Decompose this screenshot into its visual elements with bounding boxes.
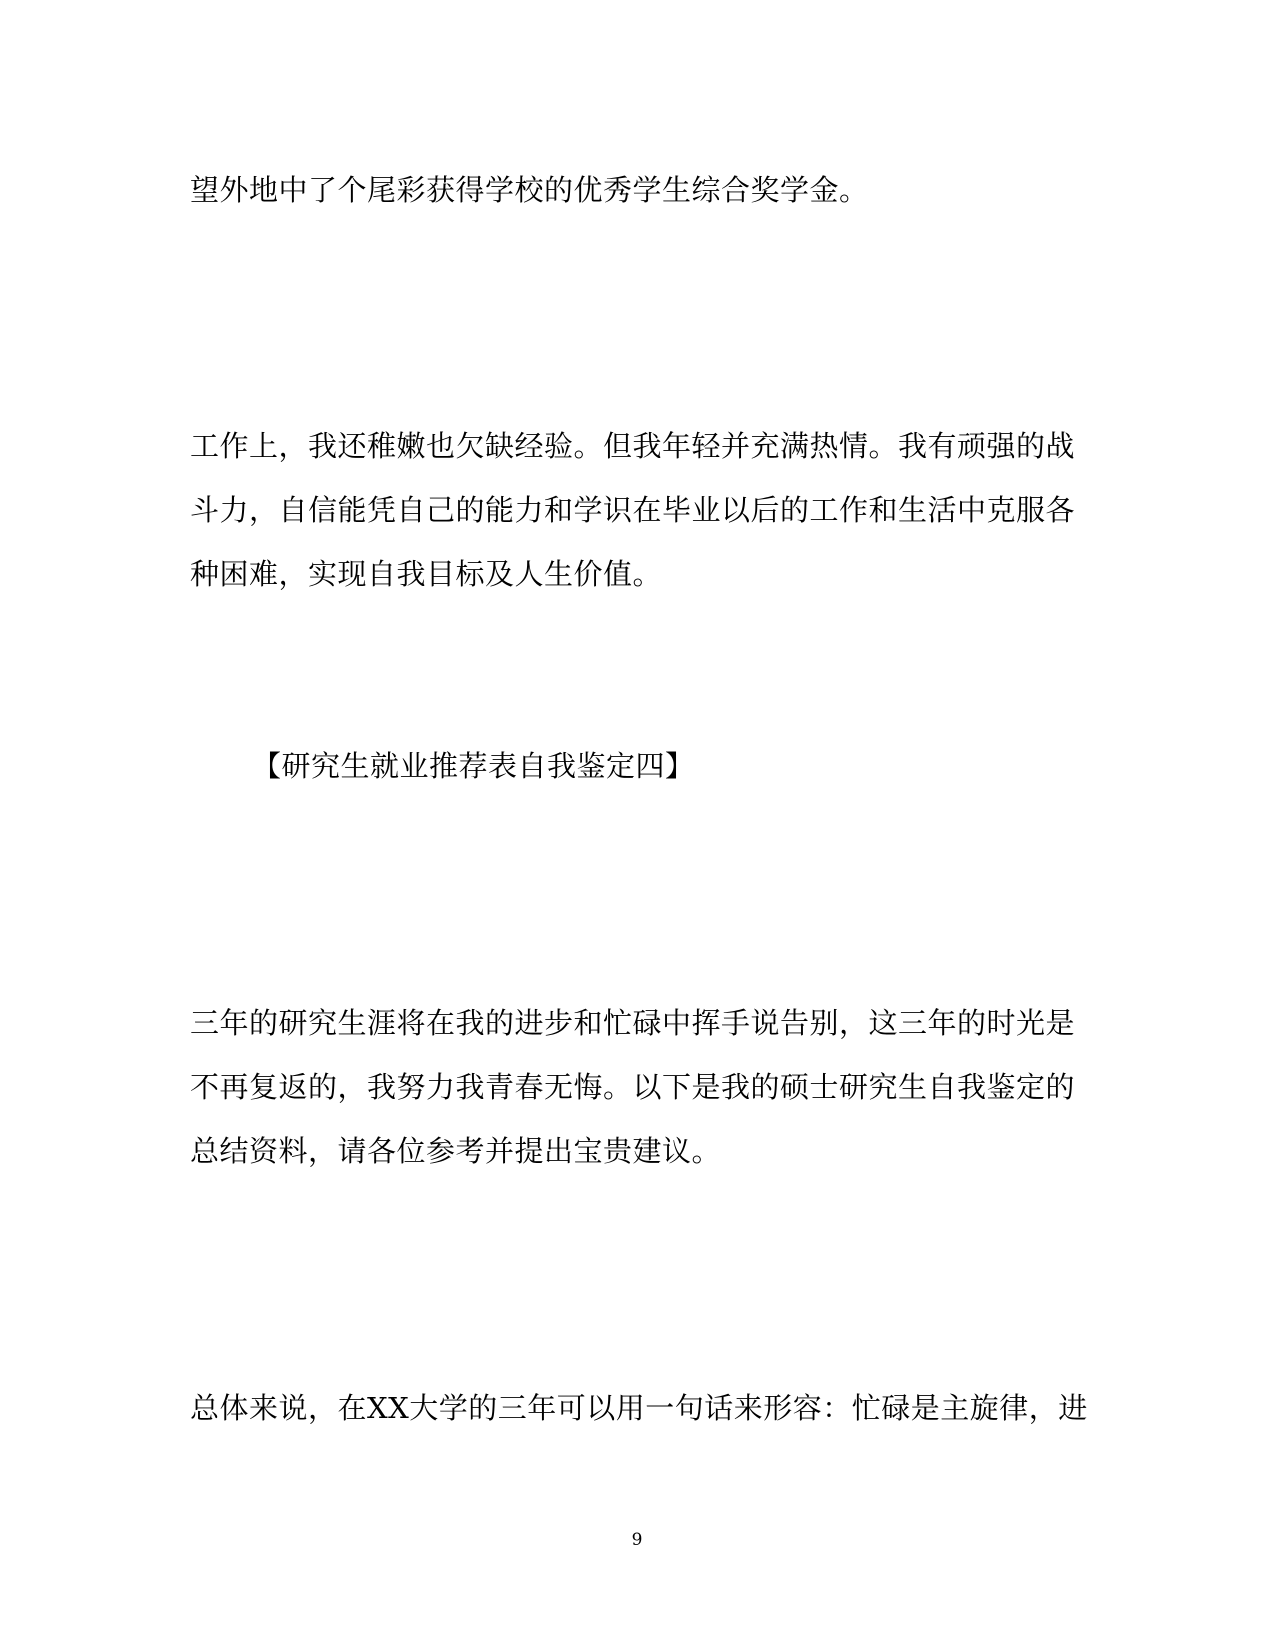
paragraph-4-line-1: 总体来说，在XX大学的三年可以用一句话来形容：忙碌是主旋律，进 — [190, 1391, 1088, 1425]
paragraph-3-line-3: 总结资料，请各位参考并提出宝贵建议。 — [190, 1134, 722, 1168]
paragraph-3-line-2: 不再复返的，我努力我青春无悔。以下是我的硕士研究生自我鉴定的 — [190, 1070, 1076, 1104]
paragraph-2-line-2: 斗力，自信能凭自己的能力和学识在毕业以后的工作和生活中克服各 — [190, 493, 1076, 527]
section-heading: 【研究生就业推荐表自我鉴定四】 — [252, 749, 695, 783]
paragraph-3-line-1: 三年的研究生涯将在我的进步和忙碌中挥手说告别，这三年的时光是 — [190, 1006, 1076, 1040]
page-number: 9 — [631, 1530, 643, 1550]
paragraph-2-line-1: 工作上，我还稚嫩也欠缺经验。但我年轻并充满热情。我有顽强的战 — [190, 429, 1076, 463]
paragraph-2-line-3: 种困难，实现自我目标及人生价值。 — [190, 557, 663, 591]
paragraph-1-line-1: 望外地中了个尾彩获得学校的优秀学生综合奖学金。 — [190, 173, 869, 207]
